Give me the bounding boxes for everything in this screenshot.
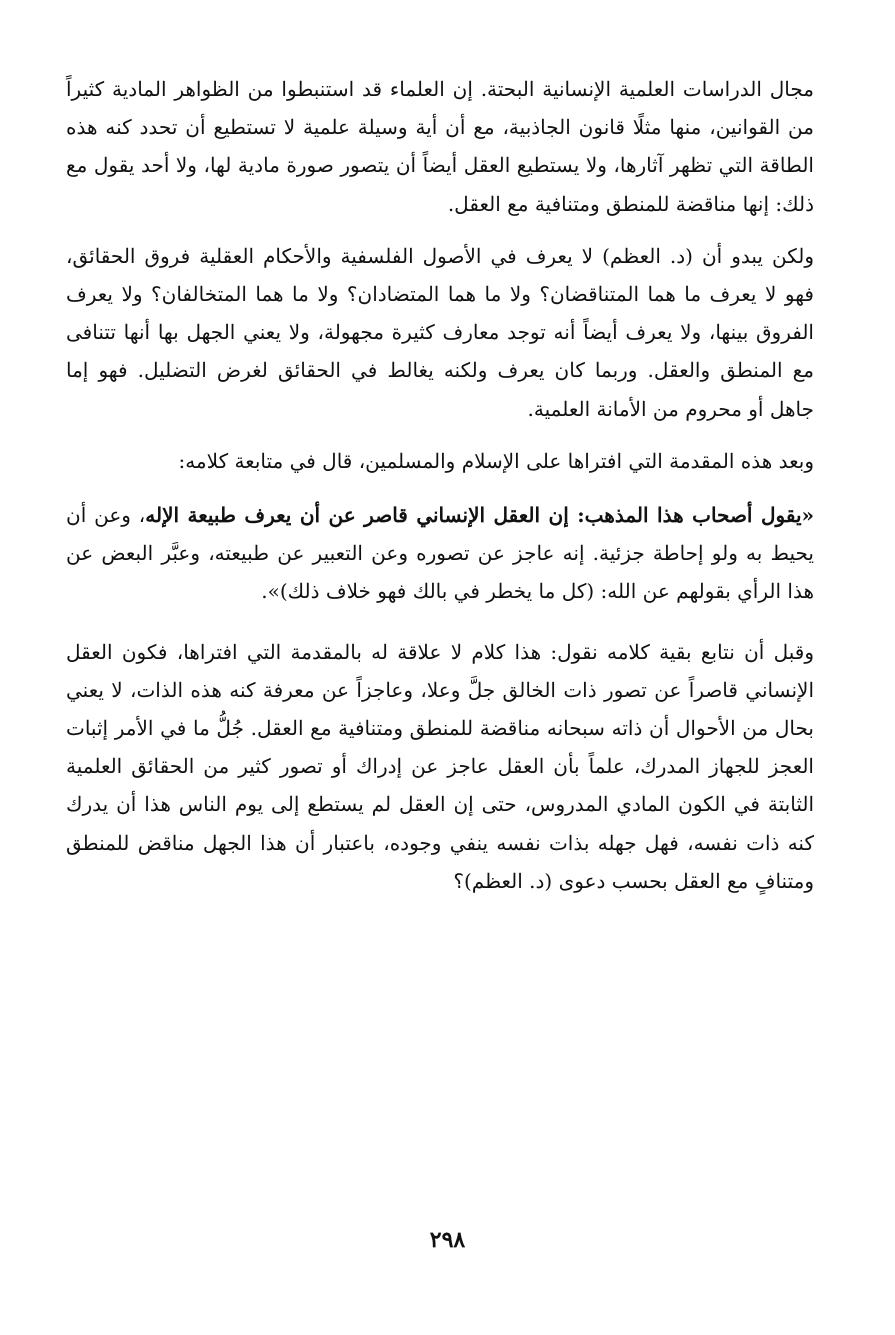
paragraph-2: ولكن يبدو أن (د. العظم) لا يعرف في الأصول الفلسفية والأحكام العقلية فروق الحقائق، فهو لا يعرف ما هما المتناقضان؟ ولا ما هما المتضادان؟ ولا ما هما المتخالفان؟ ولا يعرف الفروق بينها، ولا يعرف أيضاً أنه توجد معارف كثيرة مجهولة، ولا يعني الجهل بها أنها تتنافى مع المنطق والعقل. وربما كان يعرف ولكنه يغالط في الحقائق لغرض التضليل. فهو إما جاهل أو محروم من الأمانة العلمية. (66, 243, 814, 421)
paragraph-5: وقبل أن نتابع بقية كلامه نقول: هذا كلام لا علاقة له بالمقدمة التي افتراها، فكون العقل الإنساني قاصراً عن تصور ذات الخالق جلَّ وعلا، وعاجزاً عن معرفة كنه هذه الذات، لا يعني بحال من الأحوال أن ذاته سبحانه مناقضة للمنطق ومتنافية مع العقل. جُلُّ ما في الأمر إثبات العجز للجهاز المدرك، علماً بأن العقل عاجز عن إدراك أو تصور كثير من الحقائق العلمية الثابتة في الكون المادي المدروس، حتى إن العقل لم يستطع إلى يوم الناس هذا أن يدرك كنه ذات نفسه، فهل جهله بذات نفسه ينفي وجوده، باعتبار أن هذا الجهل مناقض للمنطق ومتنافٍ مع العقل بحسب دعوى (د. العظم)؟ (66, 639, 814, 893)
page-body (66, 70, 814, 900)
quoted-paragraph (66, 496, 814, 611)
paragraph-1: مجال الدراسات العلمية الإنسانية البحتة. إن العلماء قد استنبطوا من الظواهر المادية كثيراً من القوانين، منها مثلًا قانون الجاذبية، مع أن أية وسيلة علمية لا تستطيع أن تحدد كنه هذه الطاقة التي تظهر آثارها، ولا يستطيع العقل أيضاً أن يتصور صورة مادية لها، ولا أحد يقول مع ذلك: إنها مناقضة للمنطق ومتنافية مع العقل. (66, 77, 814, 216)
quote-lead: «يقول أصحاب هذا المذهب: (568, 503, 815, 528)
paragraph-3: وبعد هذه المقدمة التي افتراها على الإسلام والمسلمين، قال في متابعة كلامه: (178, 448, 814, 473)
page-number: ٢٩٨ (429, 1227, 466, 1253)
quote-rest: ، وعن أن يحيط به ولو إحاطة جزئية. إنه عاجز عن تصوره وعن التعبير عن طبيعته، وعبَّر البعض عن هذا الرأي بقولهم عن الله: (كل ما يخطر في بالك فهو خلاف ذلك)». (66, 503, 814, 604)
quote-bold-phrase: إن العقل الإنساني قاصر عن أن يعرف طبيعة الإله (145, 503, 569, 528)
